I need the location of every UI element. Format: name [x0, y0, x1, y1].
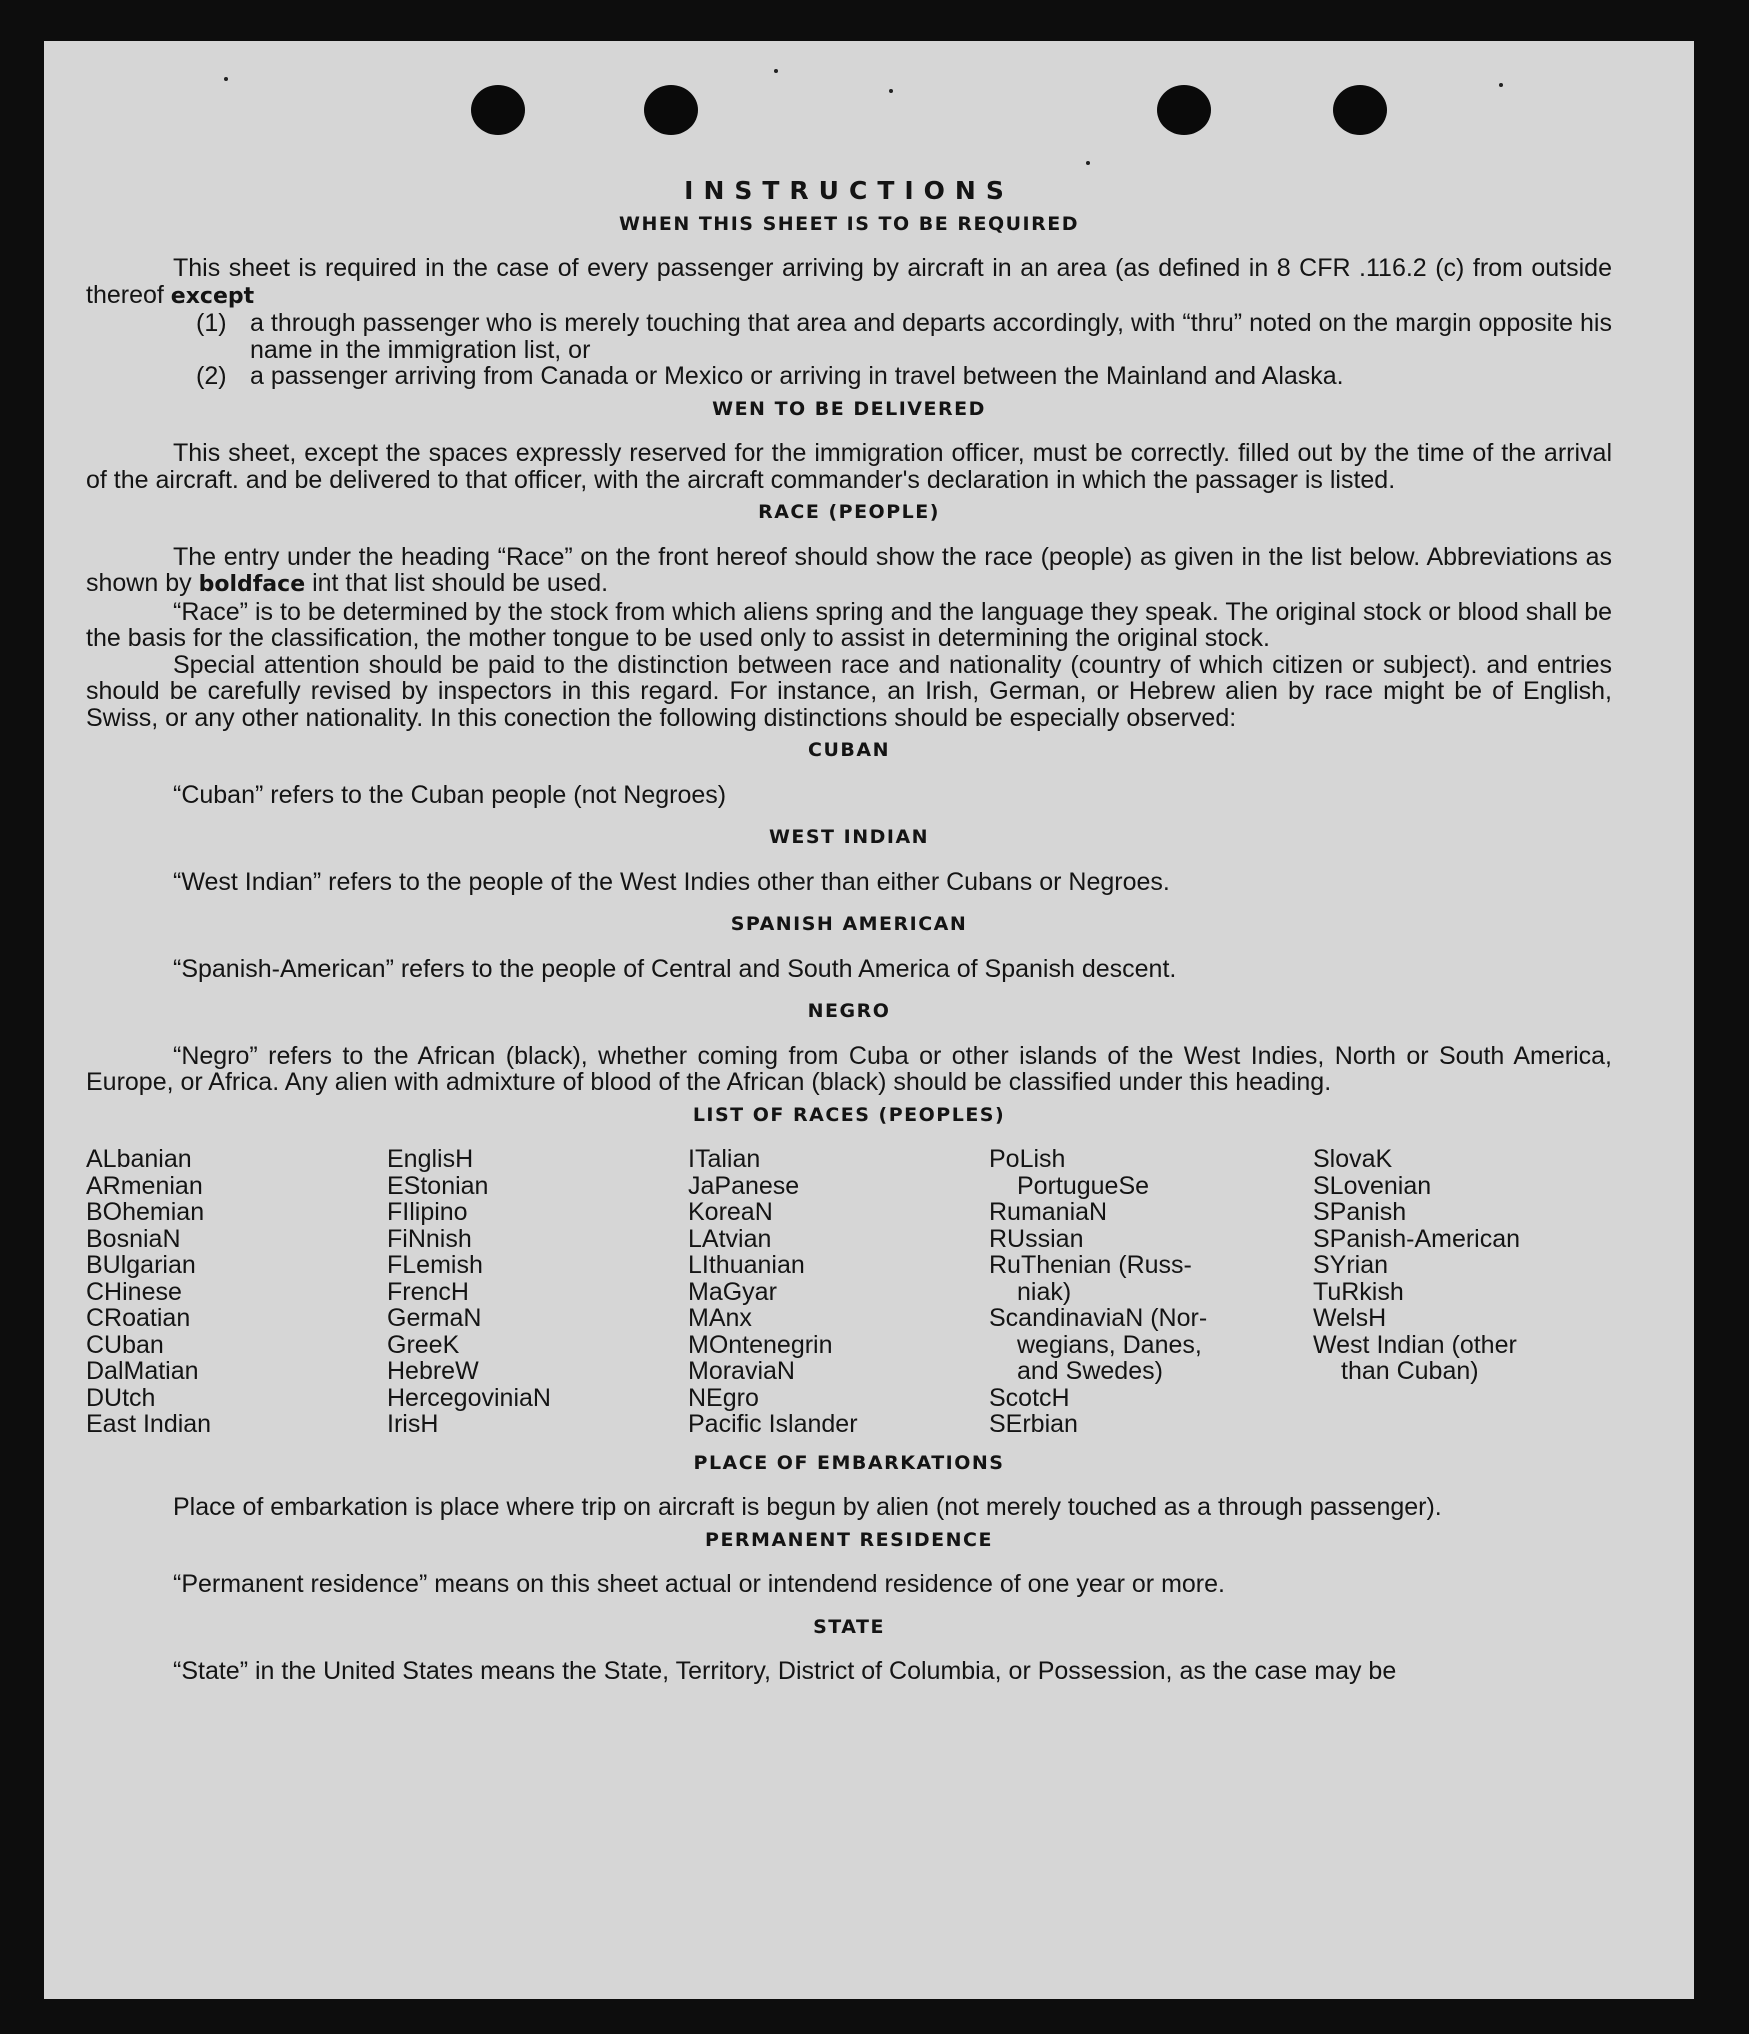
race-entry: SPanish — [1313, 1198, 1407, 1226]
state-paragraph: “State” in the United States means the State, Territory, District of Columbia, or Possession, as the case may be — [173, 1657, 1397, 1685]
race-column — [387, 1146, 688, 1438]
race-entry: SLovenian — [1313, 1171, 1432, 1200]
race-column — [688, 1146, 989, 1438]
race-paragraph-1: The entry under the heading “Race” on the front hereof should show the race (people) as given in the list below. Abbreviations as shown by boldface int that list should be used. — [86, 542, 1612, 597]
heading-list-of-races: LIST OF RACES (PEOPLES) — [692, 1103, 1006, 1126]
race-entry: CHinese — [86, 1277, 182, 1306]
heading-west-indian: WEST INDIAN — [768, 826, 930, 848]
heading-race: RACE (PEOPLE) — [758, 501, 940, 523]
race-entry: TuRkish — [1313, 1277, 1404, 1306]
race-entry: IrisH — [387, 1410, 439, 1438]
race-entry: wegians, Danes, — [1017, 1330, 1202, 1359]
race-entry: GreeK — [387, 1330, 460, 1359]
negro-paragraph: “Negro” refers to the African (black), whether coming from Cuba or other islands of the West Indies, North or South America, Europe, or Africa. Any alien with admixture of blood of the African (black) should be classified under this heading. — [86, 1041, 1612, 1096]
race-entry: EStonian — [387, 1171, 489, 1200]
race-entry: CUban — [86, 1330, 164, 1359]
race-entry: RUssian — [989, 1224, 1084, 1253]
punch-hole — [644, 85, 698, 135]
race-paragraph-3: Special attention should be paid to the distinction between race and nationality (country of which citizen or subject). and entries should be carefully revised by inspectors in this regard. For instance, an Irish, German, or Hebrew alien by race might be of English, Swiss, or any other nationality. In this conection the following distinctions should be especially observed: — [86, 650, 1612, 732]
race-entry: niak) — [1017, 1277, 1072, 1306]
spanish-american-paragraph: “Spanish-American” refers to the people of Central and South America of Spanish descent. — [173, 954, 1177, 983]
race-entry: EnglisH — [387, 1145, 474, 1173]
cuban-paragraph: “Cuban” refers to the Cuban people (not Negroes) — [173, 780, 727, 809]
race-entry: PortugueSe — [1017, 1171, 1150, 1200]
race-entry: ALbanian — [86, 1145, 192, 1173]
race-entry: ScandinaviaN (Nor- — [989, 1304, 1208, 1332]
race-entry: MoraviaN — [688, 1357, 795, 1385]
race-column — [86, 1146, 387, 1438]
race-entry: FiNnish — [387, 1224, 472, 1253]
heading-embarkation: PLACE OF EMBARKATIONS — [693, 1451, 1005, 1474]
speck — [224, 77, 228, 81]
except-word: except — [170, 283, 255, 309]
race-paragraph-2: “Race” is to be determined by the stock from which aliens spring and the language they speak. The original stock or blood shall be the basis for the classification, the mother tongue to be used only to assist in determining the original stock. — [86, 597, 1612, 652]
punch-hole — [471, 85, 525, 135]
document-sheet — [44, 41, 1694, 1999]
race-column — [1313, 1146, 1603, 1438]
race-entry: LAtvian — [688, 1224, 772, 1253]
race-entry: West Indian (other — [1313, 1330, 1517, 1359]
race-entry: East Indian — [86, 1410, 212, 1438]
race-entry: Pacific Islander — [688, 1410, 858, 1438]
heading-negro: NEGRO — [807, 1000, 891, 1022]
instructions-body — [86, 178, 1612, 1685]
race-entry: CRoatian — [86, 1304, 191, 1332]
punch-hole — [1333, 85, 1387, 135]
race-entry: and Swedes) — [1017, 1357, 1163, 1385]
race-entry: DalMatian — [86, 1357, 199, 1385]
race-entry: HercegoviniaN — [387, 1383, 551, 1412]
race-entry: LIthuanian — [688, 1251, 805, 1279]
delivered-paragraph: This sheet, except the spaces expressly reserved for the immigration officer, must be correctly. filled out by the time of the arrival of the aircraft. and be delivered to that officer, with the aircraft commander's declaration in which the passager is listed. — [86, 439, 1612, 494]
race-entry: RuThenian (Russ- — [989, 1251, 1192, 1279]
race-entry: FrencH — [387, 1277, 469, 1306]
page-title: INSTRUCTIONS — [684, 176, 1014, 205]
race-entry: RumaniaN — [989, 1198, 1108, 1226]
embarkation-paragraph: Place of embarkation is place where trip on aircraft is begun by alien (not merely touched as a through passenger). — [173, 1493, 1442, 1521]
race-entry: MaGyar — [688, 1277, 777, 1306]
heading-residence: PERMANENT RESIDENCE — [705, 1528, 993, 1551]
heading-state: STATE — [813, 1615, 885, 1638]
race-entry: ITalian — [688, 1145, 761, 1173]
race-entry: MAnx — [688, 1304, 752, 1332]
race-entry: FIlipino — [387, 1198, 468, 1226]
race-entry: KoreaN — [688, 1198, 773, 1226]
list-item: (1) a through passenger who is merely touching that area and departs accordingly, with “thru” noted on the margin opposite his name in the immigration list, or — [196, 309, 1612, 364]
race-entry: BOhemian — [86, 1198, 205, 1226]
heading-required: WHEN THIS SHEET IS TO BE REQUIRED — [618, 212, 1079, 235]
speck — [889, 89, 893, 93]
race-column — [989, 1146, 1313, 1438]
race-entry: SPanish-American — [1313, 1224, 1521, 1253]
required-intro: This sheet is required in the case of every passenger arriving by aircraft in an area (as defined in 8 CFR .116.2 (c) from outside thereof except — [86, 254, 1612, 309]
race-entry: JaPanese — [688, 1171, 800, 1200]
race-entry: WelsH — [1313, 1304, 1387, 1332]
boldface-word: boldface — [198, 572, 306, 597]
speck — [1499, 83, 1503, 87]
race-entry: SErbian — [989, 1410, 1078, 1438]
list-item: (2) a passenger arriving from Canada or Mexico or arriving in travel between the Mainland and Alaska. — [196, 362, 1344, 390]
speck — [774, 69, 778, 73]
race-entry: SlovaK — [1313, 1145, 1393, 1173]
west-indian-paragraph: “West Indian” refers to the people of the West Indies other than either Cubans or Negroes. — [173, 867, 1170, 896]
heading-delivered: WEN TO BE DELIVERED — [712, 397, 986, 420]
punch-hole — [1157, 85, 1211, 135]
race-entry: FLemish — [387, 1251, 483, 1279]
heading-cuban: CUBAN — [808, 739, 890, 761]
race-entry: DUtch — [86, 1383, 156, 1412]
race-entry: BUlgarian — [86, 1251, 196, 1279]
race-entry: PoLish — [989, 1145, 1066, 1173]
race-entry: MOntenegrin — [688, 1330, 833, 1359]
race-entry: HebreW — [387, 1357, 479, 1385]
heading-spanish-american: SPANISH AMERICAN — [730, 913, 968, 935]
race-entry: than Cuban) — [1341, 1357, 1479, 1385]
residence-paragraph: “Permanent residence” means on this sheet actual or intendend residence of one year or more. — [173, 1570, 1225, 1598]
race-entry: NEgro — [688, 1383, 759, 1412]
race-entry: ARmenian — [86, 1171, 203, 1200]
race-list — [86, 1146, 1612, 1438]
speck — [1086, 161, 1090, 165]
race-entry: BosniaN — [86, 1224, 181, 1253]
race-entry: GermaN — [387, 1304, 482, 1332]
race-entry: ScotcH — [989, 1383, 1070, 1412]
race-entry: SYrian — [1313, 1251, 1389, 1279]
